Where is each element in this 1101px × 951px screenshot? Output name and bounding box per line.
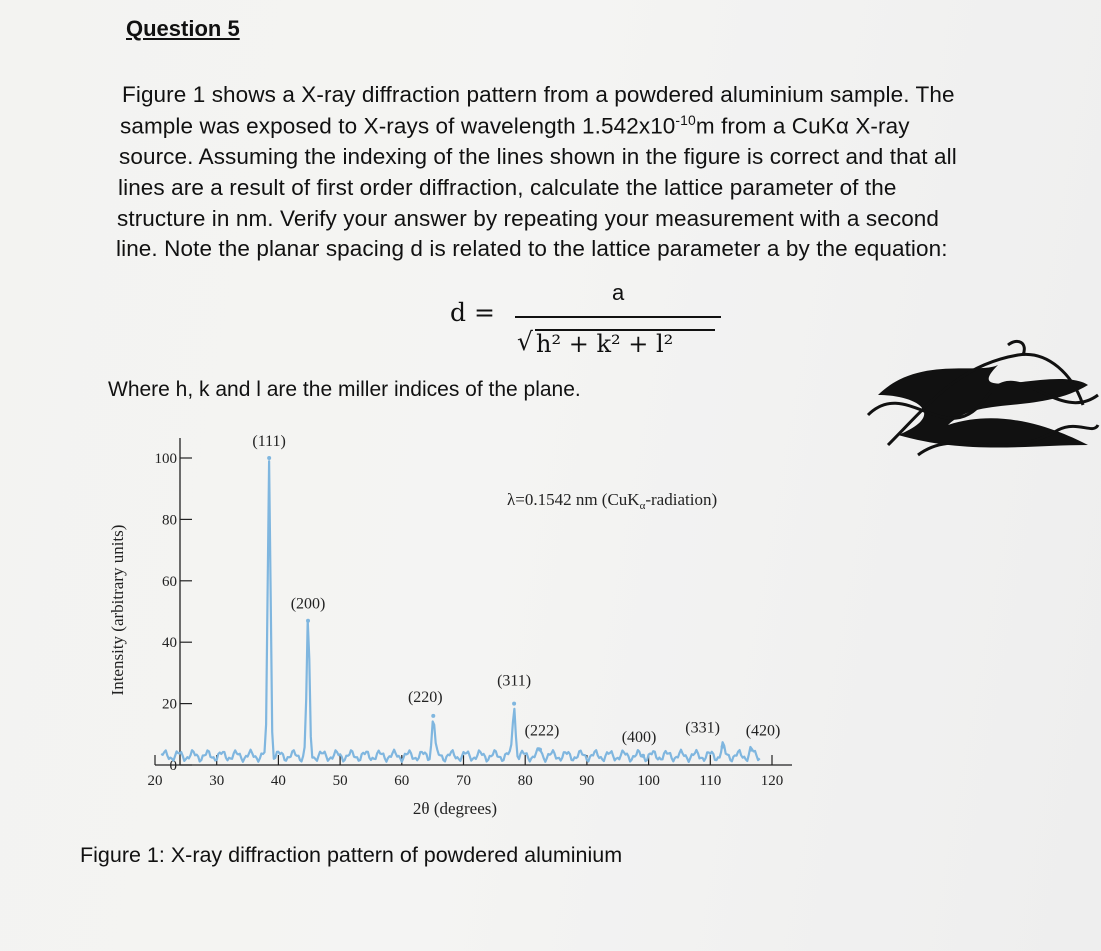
y-tick-label: 60 <box>162 573 177 590</box>
x-tick-label: 50 <box>332 773 348 789</box>
annotation-pre: λ=0.1542 nm (CuK <box>507 490 640 509</box>
x-tick-label: 110 <box>699 773 722 789</box>
question-title: Question 5 <box>126 16 240 41</box>
annotation-sub: α <box>639 500 646 512</box>
peak-label: (220) <box>407 688 443 706</box>
y-tick-label: 20 <box>162 696 177 713</box>
x-tick-label: 80 <box>517 773 533 789</box>
peak-point <box>267 456 271 460</box>
peak-point <box>721 745 725 749</box>
x-tick-label: 40 <box>270 773 286 789</box>
question-line-2-post: m from a CuKα X-ray <box>695 113 910 139</box>
figure-caption: Figure 1: X-ray diffraction pattern of powdered aluminium <box>80 843 623 867</box>
peak-label: (111) <box>252 433 286 450</box>
question-line-2 <box>120 112 910 140</box>
x-tick-label: 60 <box>394 773 410 789</box>
question-line-6: line. Note the planar spacing d is related to the lattice parameter a by the equation: <box>116 236 948 261</box>
peak-label: (200) <box>290 595 326 613</box>
peak-point <box>431 714 435 718</box>
fraction-bar <box>515 316 721 318</box>
peak-label: (222) <box>524 722 560 740</box>
x-tick-label: 20 <box>147 773 163 789</box>
question-line-2-pre: sample was exposed to X-rays of wavelength 1.542x10 <box>120 113 676 139</box>
equation-numerator: a <box>612 280 625 305</box>
y-tick-label: 100 <box>154 451 177 467</box>
x-tick-label: 70 <box>456 773 471 789</box>
y-tick-label: 80 <box>162 512 177 529</box>
x-tick-label: 90 <box>579 773 595 789</box>
xrd-chart <box>95 430 895 830</box>
question-line-1: Figure 1 shows a X-ray diffraction pattern from a powdered aluminium sample. The <box>122 82 955 107</box>
wavelength-annotation <box>507 490 717 512</box>
x-tick-label: 30 <box>209 773 225 789</box>
peak-label: (400) <box>621 728 657 746</box>
peak-point <box>538 748 542 752</box>
peak-label: (420) <box>745 722 781 740</box>
equation-lhs: d = <box>450 298 495 327</box>
y-tick-label: 40 <box>162 635 177 652</box>
y-tick-label: 0 <box>169 758 177 774</box>
question-line-4: lines are a result of first order diffraction, calculate the lattice parameter of the <box>118 175 897 200</box>
y-axis-label: Intensity (arbitrary units) <box>108 524 127 696</box>
radical-icon: √ <box>517 327 533 356</box>
peak-label: (331) <box>685 719 720 737</box>
question-line-3: source. Assuming the indexing of the lines shown in the figure is correct and that all <box>119 144 957 169</box>
peak-label: (311) <box>497 672 532 690</box>
peak-point <box>641 754 645 758</box>
where-text: Where h, k and l are the miller indices of the plane. <box>108 378 581 401</box>
equation-denominator: h² + k² + l² <box>536 330 674 358</box>
question-line-5: structure in nm. Verify your answer by repeating your measurement with a second <box>117 206 940 231</box>
peak-point <box>749 748 753 752</box>
x-tick-label: 120 <box>760 773 784 789</box>
exponent: -10 <box>675 112 696 128</box>
x-axis-label: 2θ (degrees) <box>412 799 498 818</box>
annotation-post: -radiation) <box>645 490 718 509</box>
x-tick-label: 100 <box>637 773 660 789</box>
peak-point <box>306 619 310 623</box>
peak-point <box>512 702 516 706</box>
